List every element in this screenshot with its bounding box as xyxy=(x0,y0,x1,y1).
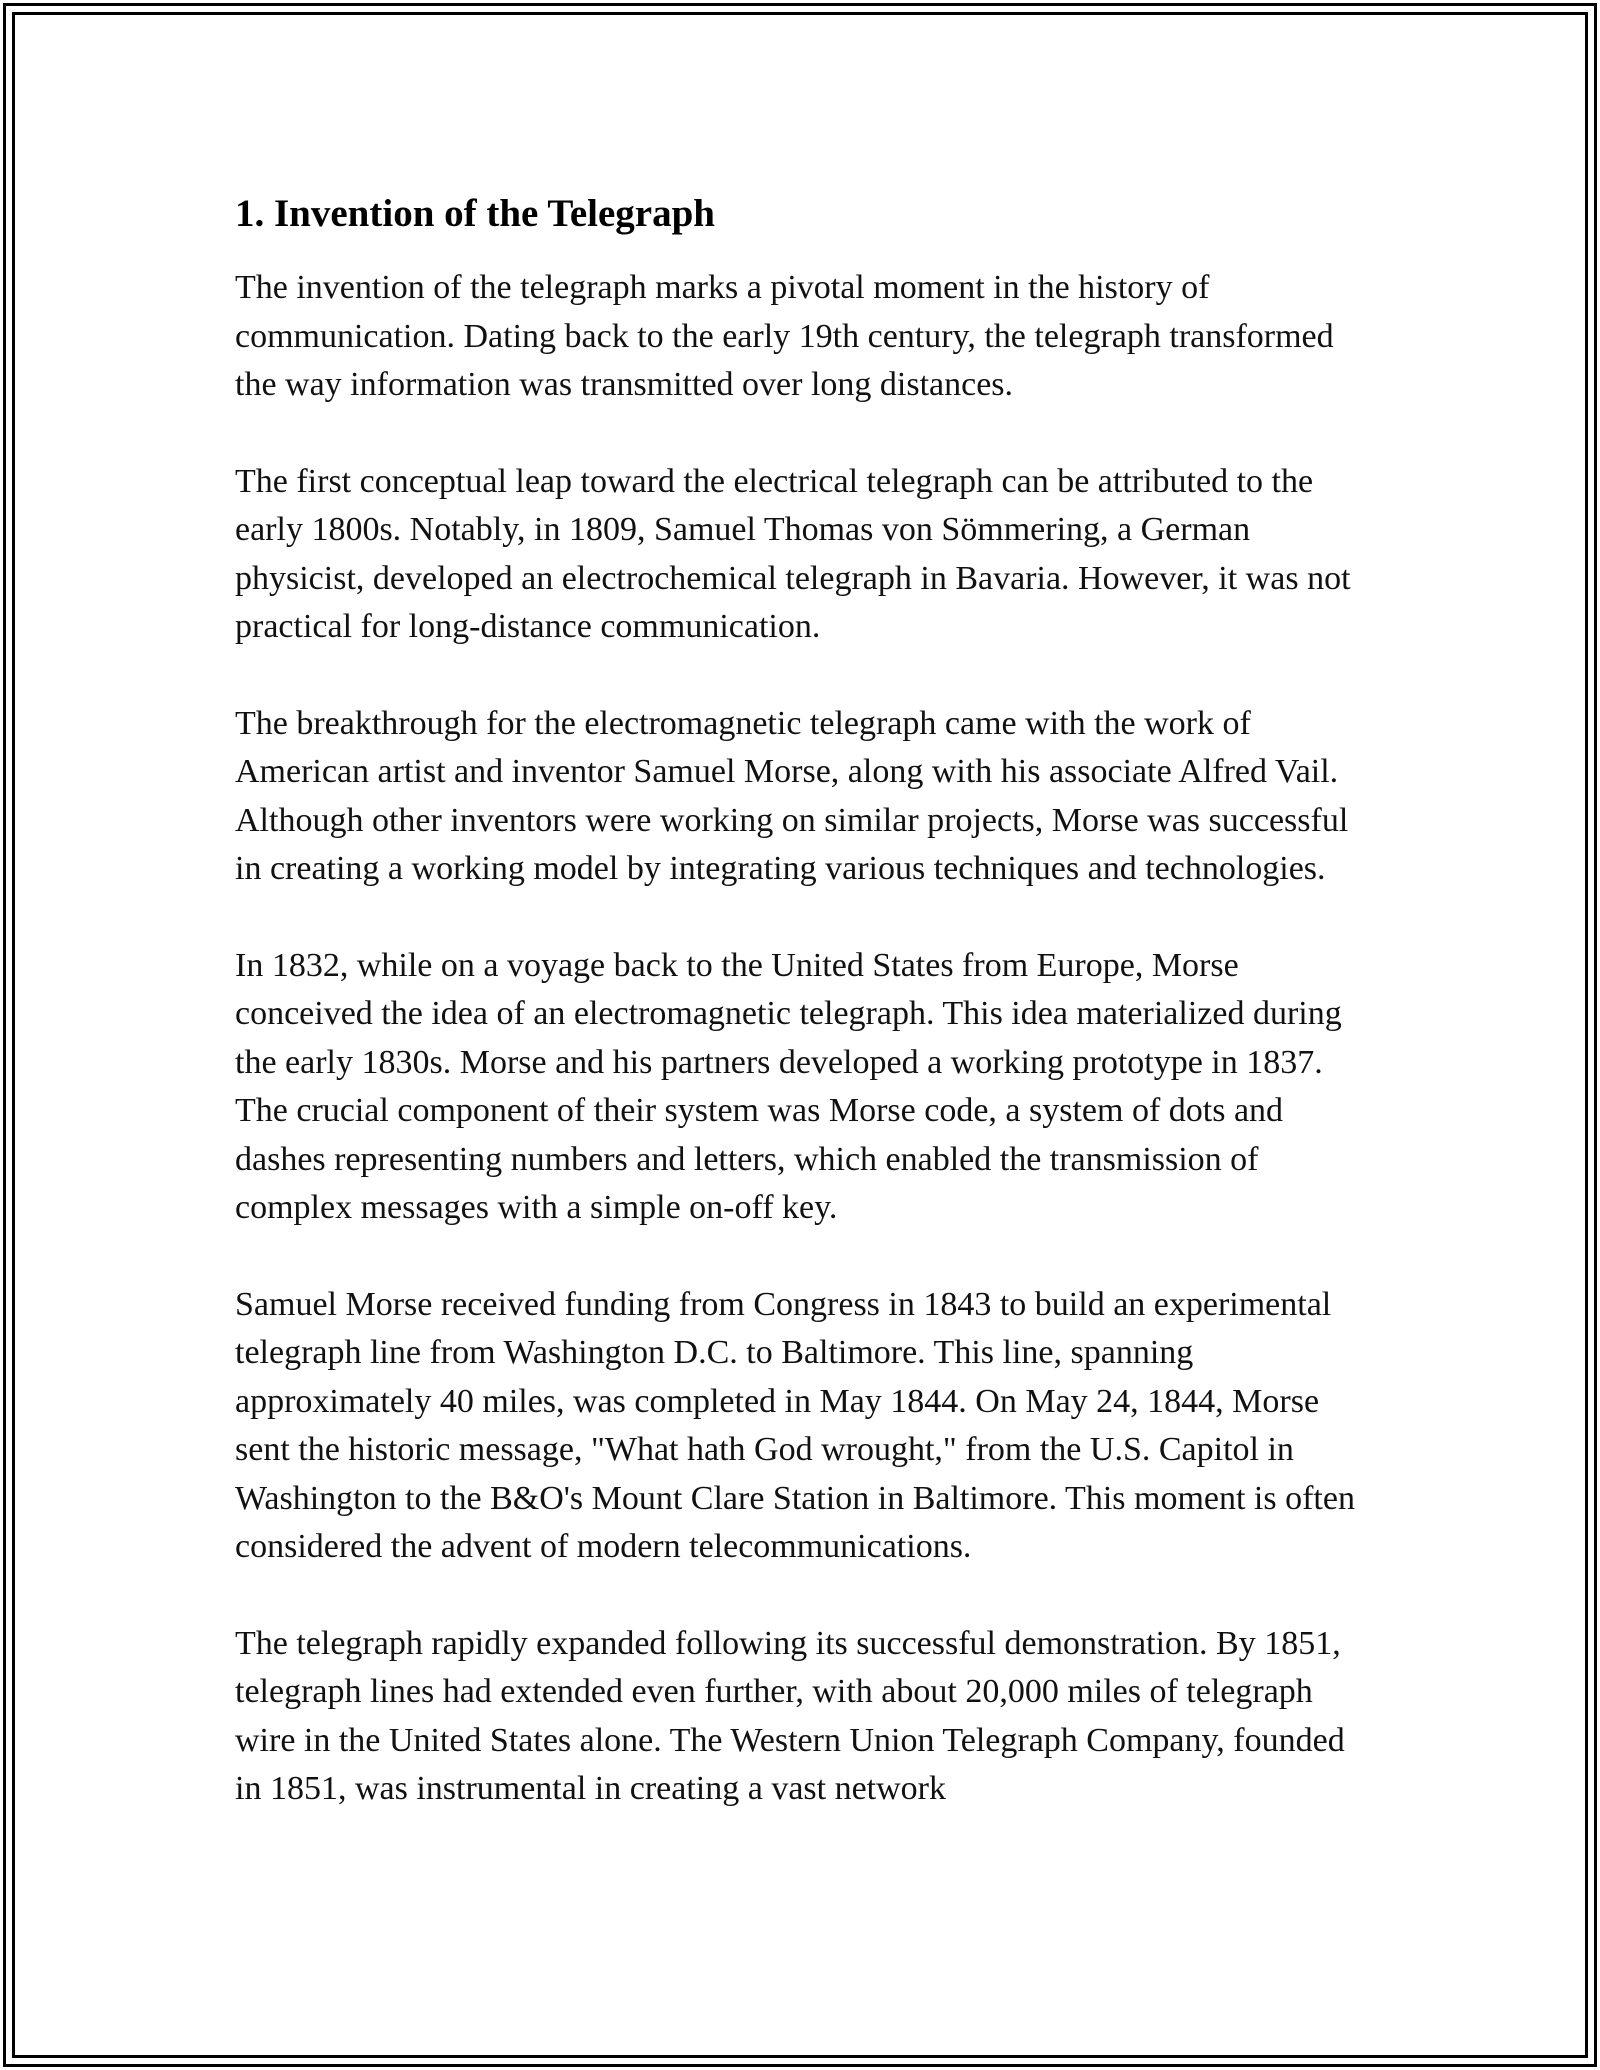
paragraph-3: The breakthrough for the electromagnetic telegraph came with the work of American artist and inventor Samuel Morse, along with his associate Alfred Vail. Although other inventors were working on similar projects, Morse was successful in creating a working model by integrating various techniques and technologies. xyxy=(235,704,1349,887)
paragraph-4: In 1832, while on a voyage back to the United States from Europe, Morse conceived the idea of an electromagnetic telegraph. This idea materialized during the early 1830s. Morse and his partners developed a working prototype in 1837. The crucial component of their system was Morse code, a system of dots and dashes representing numbers and letters, which enabled the transmission of complex messages with a simple on-off key. xyxy=(235,946,1342,1226)
paragraph-1: The invention of the telegraph marks a pivotal moment in the history of communication. Dating back to the early 19th century, the telegraph transformed the way information was transmitted over long distances. xyxy=(235,269,1334,403)
paragraph-5: Samuel Morse received funding from Congress in 1843 to build an experimental telegraph line from Washington D.C. to Baltimore. This line, spanning approximately 40 miles, was completed in May 1844. On May 24, 1844, Morse sent the historic message, "What hath God wrought," from the U.S. Capitol in Washington to the B&O's Mount Clare Station in Baltimore. This moment is often considered the advent of modern telecommunications. xyxy=(235,1285,1355,1565)
section-heading: 1. Invention of the Telegraph xyxy=(235,192,715,235)
paragraph-2: The first conceptual leap toward the electrical telegraph can be attributed to the early 1800s. Notably, in 1809, Samuel Thomas von Sömmering, a German physicist, developed an electrochemical telegraph in Bavaria. However, it was not practical for long-distance communication. xyxy=(235,462,1351,645)
document-body xyxy=(235,188,1375,1814)
paragraph-6: The telegraph rapidly expanded following its successful demonstration. By 1851, telegraph lines had extended even further, with about 20,000 miles of telegraph wire in the United States alone. The Western Union Telegraph Company, founded in 1851, was instrumental in creating a vast network xyxy=(235,1624,1345,1807)
